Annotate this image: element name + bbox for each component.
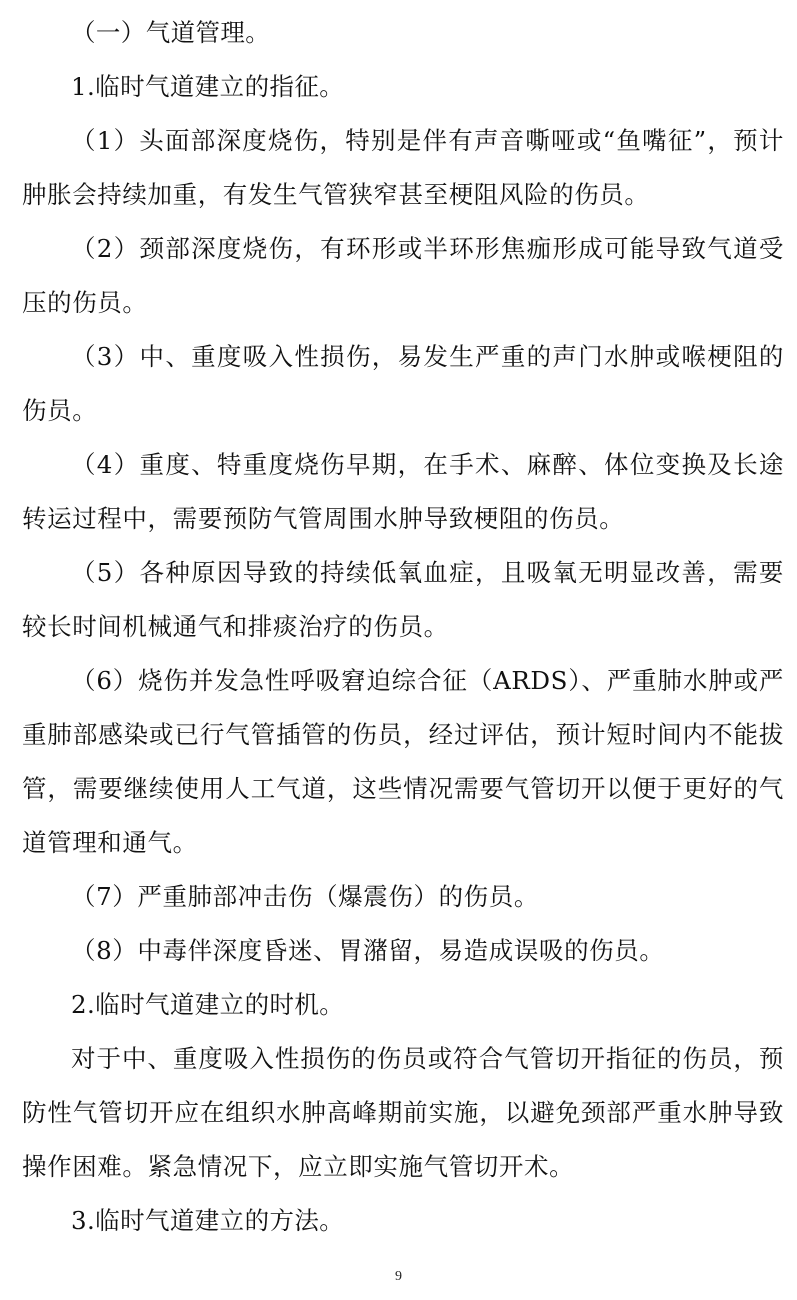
subsection-heading: 1.临时气道建立的指征。 <box>71 72 345 101</box>
list-item: （4）重度、特重度烧伤早期，在手术、麻醉、体位变换及长途转运过程中，需要预防气管周围水肿导致梗阻的伤员。 <box>22 450 784 533</box>
body-paragraph: 对于中、重度吸入性损伤的伤员或符合气管切开指征的伤员，预防性气管切开应在组织水肿高峰期前实施，以避免颈部严重水肿导致操作困难。紧急情况下，应立即实施气管切开术。 <box>22 1044 784 1181</box>
list-item: （3）中、重度吸入性损伤，易发生严重的声门水肿或喉梗阻的伤员。 <box>22 342 784 425</box>
list-item: （7）严重肺部冲击伤（爆震伤）的伤员。 <box>71 882 539 911</box>
document-body <box>22 6 784 1248</box>
subsection-heading: 3.临时气道建立的方法。 <box>71 1206 345 1235</box>
list-item: （5）各种原因导致的持续低氧血症，且吸氧无明显改善，需要较长时间机械通气和排痰治疗的伤员。 <box>22 558 784 641</box>
list-item: （2）颈部深度烧伤，有环形或半环形焦痂形成可能导致气道受压的伤员。 <box>22 234 784 317</box>
page-number: 9 <box>395 1269 402 1284</box>
subsection-heading: 2.临时气道建立的时机。 <box>71 990 345 1019</box>
list-item: （1）头面部深度烧伤，特别是伴有声音嘶哑或“鱼嘴征”，预计肿胀会持续加重，有发生气管狭窄甚至梗阻风险的伤员。 <box>22 126 784 209</box>
list-item: （6）烧伤并发急性呼吸窘迫综合征（ARDS）、严重肺水肿或严重肺部感染或已行气管插管的伤员，经过评估，预计短时间内不能拔管，需要继续使用人工气道，这些情况需要气管切开以便于更好的气道管理和通气。 <box>22 666 784 857</box>
section-heading: （一）气道管理。 <box>71 18 271 47</box>
list-item: （8）中毒伴深度昏迷、胃潴留，易造成误吸的伤员。 <box>71 936 665 965</box>
